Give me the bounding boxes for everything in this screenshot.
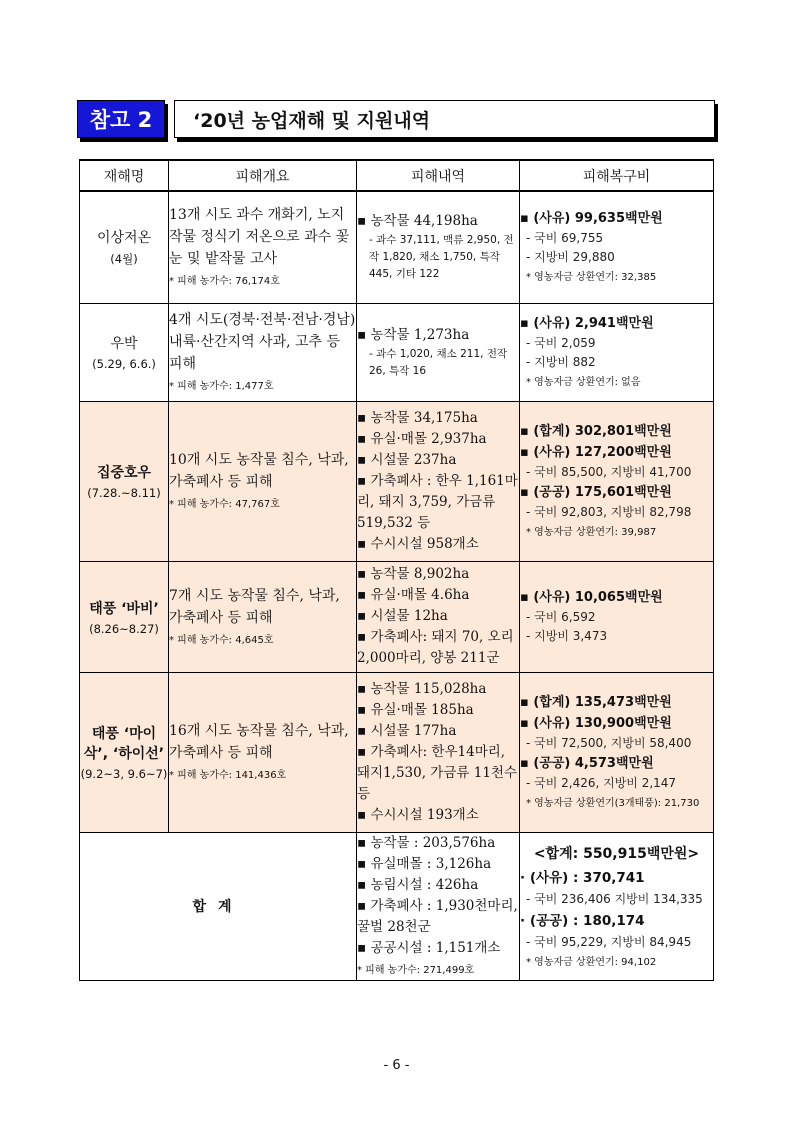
- recovery-line: ▪ (합계) 135,473백만원: [520, 695, 672, 710]
- recovery-line: - 국비 92,803, 지방비 82,798: [526, 505, 692, 519]
- overview-cell: [169, 401, 357, 561]
- damage-line: - 과수 1,020, 채소 211, 전작 26, 특작 16: [369, 347, 508, 377]
- overview-text: 10개 시도 농작물 침수, 낙과, 가축폐사 등 피해: [169, 452, 349, 490]
- recovery-line: ▪ (사유) 2,941백만원: [520, 316, 654, 331]
- recovery-line: ▪ (합계) 302,801백만원: [520, 424, 672, 439]
- recovery-cell: [520, 561, 714, 672]
- recovery-line: * 영농자금 상환연기(3개태풍): 21,730: [526, 798, 700, 809]
- disaster-name: 이상저온: [96, 230, 152, 247]
- total-damage-line: ▪ 가축폐사 : 1,930천마리, 꿀벌 28천군: [357, 898, 518, 935]
- overview-note: * 피해 농가수: 76,174호: [169, 276, 280, 288]
- overview-cell: [169, 672, 357, 832]
- recovery-line: * 영농자금 상환연기: 32,385: [526, 272, 657, 284]
- recovery-line: - 지방비 3,473: [526, 629, 608, 643]
- header-damage: 피해내역: [357, 160, 520, 191]
- total-damage-line: * 피해 농가수: 271,499호: [357, 965, 475, 976]
- damage-line: ▪ 시설물 12ha: [357, 608, 448, 624]
- damage-cell: [357, 561, 520, 672]
- recovery-line: - 지방비 29,880: [526, 250, 615, 265]
- table-row: [80, 401, 714, 561]
- damage-line: ▪ 시설물 237ha: [357, 451, 457, 468]
- page-title: ‘20년 농업재해 및 지원내역: [175, 101, 714, 137]
- total-damage-line: ▪ 농작물 : 203,576ha: [357, 835, 496, 851]
- recovery-line: ▪ (사유) 99,635백만원: [520, 211, 663, 227]
- disaster-period: (7.28.~8.11): [87, 486, 161, 500]
- overview-text: 4개 시도(경북·전북·전남·경남) 내륙·산간지역 사과, 고추 등 피해: [169, 312, 356, 372]
- total-label: 합계: [80, 832, 357, 980]
- damage-cell: [357, 672, 520, 832]
- recovery-line: * 영농자금 상환연기: 없음: [526, 377, 641, 388]
- page-number: - 6 -: [383, 1058, 410, 1073]
- damage-line: ▪ 수시시설 958개소: [357, 535, 479, 552]
- disaster-name: 우박: [110, 336, 138, 352]
- damage-line: ▪ 농작물 1,273ha: [357, 326, 470, 343]
- disaster-name-cell: [80, 191, 169, 303]
- damage-cell: [357, 191, 520, 303]
- total-recovery-line: * 영농자금 상환연기: 94,102: [526, 956, 657, 968]
- disaster-period: (4월): [110, 252, 138, 267]
- damage-cell: [357, 303, 520, 401]
- total-recovery-cell: [520, 832, 714, 980]
- recovery-line: - 국비 2,059: [526, 336, 596, 350]
- damage-line: ▪ 농작물 8,902ha: [357, 566, 470, 582]
- recovery-line: - 지방비 882: [526, 355, 596, 369]
- overview-text: 16개 시도 농작물 침수, 낙과, 가축폐사 등 피해: [169, 723, 349, 761]
- table-row: [80, 303, 714, 401]
- damage-line: ▪ 수시시설 193개소: [357, 806, 479, 823]
- total-damage-line: ▪ 유실매몰 : 3,126ha: [357, 856, 492, 872]
- total-damage-cell: [357, 832, 520, 980]
- damage-line: ▪ 유실·매몰 185ha: [357, 701, 474, 718]
- recovery-line: - 국비 85,500, 지방비 41,700: [526, 465, 692, 479]
- overview-note: * 피해 농가수: 4,645호: [169, 634, 274, 646]
- total-recovery-line: - 국비 236,406 지방비 134,335: [526, 891, 703, 906]
- table-body: [80, 191, 714, 980]
- disaster-table: [79, 159, 714, 981]
- damage-line: ▪ 시설물 177ha: [357, 722, 457, 739]
- recovery-line: ▪ (공공) 175,601백만원: [520, 485, 672, 500]
- disaster-name-cell: [80, 561, 169, 672]
- total-damage-line: ▪ 농림시설 : 426ha: [357, 877, 479, 893]
- disaster-period: (9.2~3, 9.6~7): [80, 767, 168, 781]
- damage-line: ▪ 유실·매몰 4.6ha: [357, 587, 470, 603]
- overview-note: * 피해 농가수: 1,477호: [169, 381, 274, 392]
- table-row: [80, 561, 714, 672]
- recovery-line: ▪ (사유) 130,900백만원: [520, 716, 672, 731]
- header-overview: 피해개요: [169, 160, 357, 191]
- total-recovery-line: - 국비 95,229, 지방비 84,945: [526, 934, 692, 949]
- table-row: [80, 672, 714, 832]
- disaster-name-cell: [80, 303, 169, 401]
- recovery-cell: [520, 303, 714, 401]
- overview-cell: [169, 561, 357, 672]
- overview-text: 7개 시도 농작물 침수, 낙과, 가축폐사 등 피해: [169, 587, 340, 626]
- recovery-line: - 국비 69,755: [526, 231, 604, 246]
- disaster-name-cell: [80, 401, 169, 561]
- recovery-line: ▪ (사유) 127,200백만원: [520, 445, 672, 460]
- overview-cell: [169, 303, 357, 401]
- total-row: [80, 832, 714, 980]
- damage-line: ▪ 가축폐사: 돼지 70, 오리 2,000마리, 양봉 211군: [357, 629, 514, 666]
- disaster-name: 집중호우: [96, 465, 152, 481]
- overview-note: * 피해 농가수: 47,767호: [169, 499, 280, 510]
- disaster-name: 태풍 ‘마이삭’, ‘하이선’: [83, 726, 165, 762]
- disaster-name-cell: [80, 672, 169, 832]
- table-header-row: [80, 160, 714, 191]
- total-recovery-line: <합계: 550,915백만원>: [533, 845, 700, 862]
- damage-line: ▪ 가축폐사: 한우14마리, 돼지1,530, 가금류 11천수 등: [357, 743, 517, 802]
- recovery-line: ▪ (공공) 4,573백만원: [520, 756, 654, 771]
- total-damage-line: ▪ 공공시설 : 1,151개소: [357, 940, 501, 956]
- recovery-line: ▪ (사유) 10,065백만원: [520, 590, 663, 605]
- recovery-line: - 국비 2,426, 지방비 2,147: [526, 776, 677, 790]
- damage-line: ▪ 농작물 115,028ha: [357, 680, 487, 697]
- recovery-line: * 영농자금 상환연기: 39,987: [526, 527, 657, 538]
- disaster-name: 태풍 ‘바비’: [89, 600, 159, 617]
- recovery-cell: [520, 191, 714, 303]
- title-box: [174, 100, 715, 138]
- table-row: [80, 191, 714, 303]
- overview-text: 13개 시도 과수 개화기, 노지작물 정식기 저온으로 과수 꽃눈 및 밭작물 고사: [169, 207, 350, 268]
- header-recovery: 피해복구비: [520, 160, 714, 191]
- header-disaster-name: 재해명: [80, 160, 169, 191]
- damage-line: ▪ 가축폐사 : 한우 1,161마리, 돼지 3,759, 가금류 519,532 등: [357, 472, 518, 531]
- damage-line: ▪ 유실·매몰 2,937ha: [357, 430, 487, 447]
- recovery-line: - 국비 72,500, 지방비 58,400: [526, 736, 692, 750]
- overview-cell: [169, 191, 357, 303]
- recovery-line: - 국비 6,592: [526, 610, 596, 624]
- damage-cell: [357, 401, 520, 561]
- total-recovery-line: · (공공) : 180,174: [520, 912, 645, 929]
- damage-line: ▪ 농작물 44,198ha: [357, 213, 478, 230]
- reference-tag: 참고 2: [77, 100, 165, 138]
- disaster-period: (5.29, 6.6.): [92, 357, 156, 371]
- overview-note: * 피해 농가수: 141,436호: [169, 770, 287, 781]
- recovery-cell: [520, 401, 714, 561]
- damage-line: ▪ 농작물 34,175ha: [357, 409, 478, 426]
- total-recovery-line: · (사유) : 370,741: [520, 869, 645, 886]
- recovery-cell: [520, 672, 714, 832]
- damage-line: - 과수 37,111, 맥류 2,950, 전작 1,820, 채소 1,750, 특작 445, 기타 122: [369, 234, 514, 281]
- disaster-period: (8.26~8.27): [89, 621, 159, 636]
